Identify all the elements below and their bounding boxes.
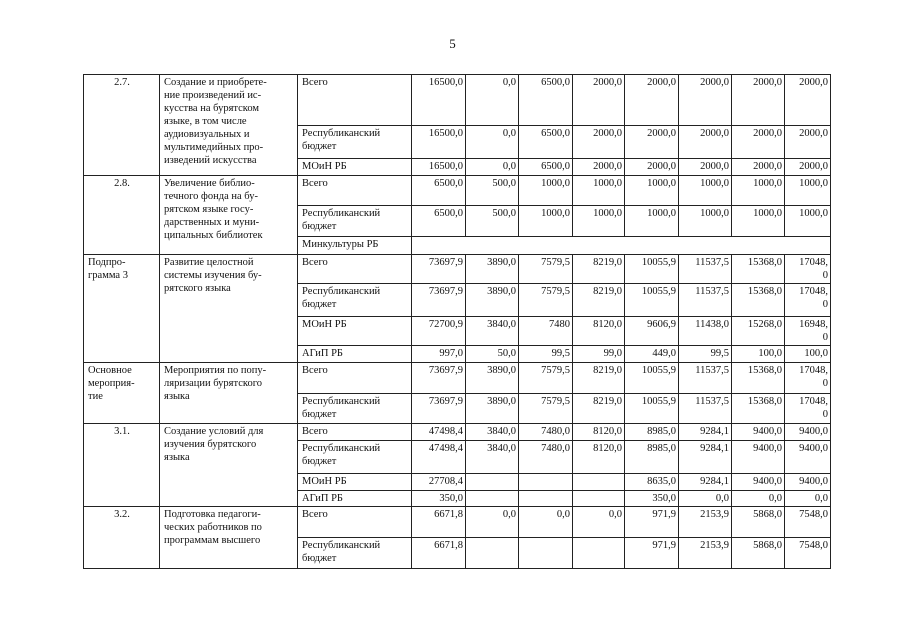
value-cell: 16500,0 [412,75,466,126]
value-cell: 11537,5 [679,284,732,317]
value-cell: 11438,0 [679,317,732,346]
value-cell: 8985,0 [625,441,679,474]
value-cell: 9400,0 [732,441,785,474]
value-cell: 350,0 [625,491,679,507]
value-cell: 1000,0 [679,176,732,206]
value-cell: 11537,5 [679,255,732,284]
value-cell: 9400,0 [785,474,831,491]
item-name-cell: Увеличение библио- течного фонда на бу- рятском языке госу- дарственных и муни- ципальных библиотек [160,176,298,255]
value-cell: 0,0 [679,491,732,507]
value-cell: 2153,9 [679,507,732,538]
funding-source-cell: Всего [298,255,412,284]
funding-source-cell: Республиканский бюджет [298,441,412,474]
value-cell: 6500,0 [412,176,466,206]
value-cell: 9284,1 [679,424,732,441]
value-cell [466,491,519,507]
value-cell: 1000,0 [625,206,679,237]
value-cell: 11537,5 [679,394,732,424]
value-cell: 9400,0 [732,474,785,491]
value-cell: 2000,0 [785,75,831,126]
value-cell: 7579,5 [519,363,573,394]
value-cell: 17048, 0 [785,255,831,284]
value-cell: 971,9 [625,538,679,569]
value-cell: 3840,0 [466,424,519,441]
budget-table [83,74,831,569]
table-row [84,363,831,394]
table-row [84,424,831,441]
value-cell: 7480 [519,317,573,346]
item-name-cell: Создание и приобрете- ние произведений ис- кусства на бурятском языке, в том числе аудиовизуальных и мультимедийных про- изведений искусства [160,75,298,176]
value-cell: 2000,0 [732,126,785,159]
page-number: 5 [449,36,456,51]
value-cell: 7548,0 [785,507,831,538]
value-cell: 99,5 [519,346,573,363]
value-cell: 10055,9 [625,255,679,284]
item-name-cell: Создание условий для изучения бурятского языка [160,424,298,507]
value-cell [519,474,573,491]
value-cell: 72700,9 [412,317,466,346]
funding-source-cell: АГиП РБ [298,491,412,507]
value-cell: 8219,0 [573,363,625,394]
value-cell: 50,0 [466,346,519,363]
table-row [84,507,831,538]
value-cell: 3890,0 [466,394,519,424]
value-cell: 11537,5 [679,363,732,394]
value-cell: 2000,0 [573,75,625,126]
value-cell: 3840,0 [466,441,519,474]
table-row [84,176,831,206]
value-cell: 500,0 [466,206,519,237]
value-cell: 8120,0 [573,441,625,474]
item-code-cell: Основное мероприя- тие [84,363,160,424]
value-cell: 7579,5 [519,284,573,317]
value-cell: 7579,5 [519,255,573,284]
value-cell: 350,0 [412,491,466,507]
value-cell [573,491,625,507]
value-cell: 17048, 0 [785,363,831,394]
value-cell: 1000,0 [573,176,625,206]
value-cell: 0,0 [466,507,519,538]
value-cell: 6500,0 [519,126,573,159]
value-cell: 2000,0 [573,126,625,159]
value-cell [466,538,519,569]
value-cell: 15368,0 [732,284,785,317]
value-cell: 1000,0 [785,176,831,206]
value-cell: 0,0 [785,491,831,507]
funding-source-cell: Республиканский бюджет [298,394,412,424]
value-cell: 8219,0 [573,394,625,424]
value-cell: 7548,0 [785,538,831,569]
value-cell: 47498,4 [412,424,466,441]
value-cell: 9284,1 [679,474,732,491]
value-cell: 2000,0 [573,159,625,176]
value-cell: 1000,0 [573,206,625,237]
item-name-cell: Подготовка педагоги- ческих работников по программам высшего [160,507,298,569]
value-cell: 6671,8 [412,507,466,538]
value-cell: 2000,0 [679,75,732,126]
value-cell: 73697,9 [412,284,466,317]
value-cell [573,538,625,569]
item-code-cell: Подпро- грамма 3 [84,255,160,363]
value-cell: 8219,0 [573,255,625,284]
value-cell: 1000,0 [732,206,785,237]
value-cell [573,474,625,491]
value-cell: 9284,1 [679,441,732,474]
value-cell: 0,0 [573,507,625,538]
value-cell: 0,0 [466,159,519,176]
value-cell: 1000,0 [732,176,785,206]
value-cell: 0,0 [519,507,573,538]
item-name-cell: Развитие целостной системы изучения бу- рятского языка [160,255,298,363]
value-cell: 3890,0 [466,255,519,284]
value-cell: 971,9 [625,507,679,538]
funding-source-cell: Всего [298,363,412,394]
value-cell: 3890,0 [466,363,519,394]
value-cell: 5868,0 [732,507,785,538]
value-cell: 0,0 [466,75,519,126]
value-cell: 47498,4 [412,441,466,474]
value-cell: 1000,0 [679,206,732,237]
value-cell: 16500,0 [412,126,466,159]
value-cell: 1000,0 [625,176,679,206]
value-cell: 8120,0 [573,424,625,441]
value-cell: 8120,0 [573,317,625,346]
value-cell: 27708,4 [412,474,466,491]
value-cell: 99,0 [573,346,625,363]
value-cell: 7480,0 [519,441,573,474]
funding-source-cell: Всего [298,176,412,206]
funding-source-cell: Всего [298,424,412,441]
value-cell [466,474,519,491]
value-cell: 16500,0 [412,159,466,176]
funding-source-cell: АГиП РБ [298,346,412,363]
item-name-cell: Мероприятия по попу- ляризации бурятского языка [160,363,298,424]
value-cell: 17048, 0 [785,394,831,424]
value-cell: 17048, 0 [785,284,831,317]
value-cell: 9400,0 [785,441,831,474]
funding-source-cell: Республиканский бюджет [298,538,412,569]
value-cell: 100,0 [785,346,831,363]
value-cell: 2000,0 [732,75,785,126]
value-cell: 6500,0 [519,75,573,126]
value-cell: 0,0 [732,491,785,507]
value-cell: 73697,9 [412,394,466,424]
value-cell: 10055,9 [625,394,679,424]
value-cell: 8219,0 [573,284,625,317]
value-cell: 1000,0 [785,206,831,237]
item-code-cell: 2.7. [84,75,160,176]
value-cell: 9606,9 [625,317,679,346]
value-cell: 6500,0 [519,159,573,176]
value-cell: 16948, 0 [785,317,831,346]
item-code-cell: 2.8. [84,176,160,255]
value-cell: 6671,8 [412,538,466,569]
value-cell: 10055,9 [625,363,679,394]
value-cell: 1000,0 [519,176,573,206]
value-cell: 10055,9 [625,284,679,317]
value-cell: 3890,0 [466,284,519,317]
funding-source-cell: Всего [298,507,412,538]
value-cell: 500,0 [466,176,519,206]
value-cell: 2000,0 [679,159,732,176]
value-cell: 2000,0 [679,126,732,159]
value-cell: 7579,5 [519,394,573,424]
value-cell: 449,0 [625,346,679,363]
funding-source-cell: МОиН РБ [298,159,412,176]
value-cell: 73697,9 [412,363,466,394]
funding-source-cell: МОиН РБ [298,317,412,346]
value-cell: 99,5 [679,346,732,363]
value-cell: 2000,0 [625,159,679,176]
value-cell: 1000,0 [519,206,573,237]
value-cell: 2153,9 [679,538,732,569]
value-cell [519,491,573,507]
value-cell: 7480,0 [519,424,573,441]
value-cell [519,538,573,569]
value-cell: 9400,0 [785,424,831,441]
value-cell: 9400,0 [732,424,785,441]
value-cell: 3840,0 [466,317,519,346]
value-cell: 15368,0 [732,255,785,284]
value-cell: 15368,0 [732,394,785,424]
table-row [84,75,831,126]
funding-source-cell: Республиканский бюджет [298,206,412,237]
value-cell: 5868,0 [732,538,785,569]
value-cell: 6500,0 [412,206,466,237]
item-code-cell: 3.2. [84,507,160,569]
value-cell: 0,0 [466,126,519,159]
value-cell-empty [412,237,831,255]
value-cell: 2000,0 [625,126,679,159]
value-cell: 15268,0 [732,317,785,346]
funding-source-cell: Республиканский бюджет [298,284,412,317]
value-cell: 8635,0 [625,474,679,491]
value-cell: 2000,0 [785,126,831,159]
funding-source-cell: Республиканский бюджет [298,126,412,159]
funding-source-cell: МОиН РБ [298,474,412,491]
value-cell: 73697,9 [412,255,466,284]
item-code-cell: 3.1. [84,424,160,507]
value-cell: 2000,0 [625,75,679,126]
value-cell: 2000,0 [732,159,785,176]
value-cell: 8985,0 [625,424,679,441]
funding-source-cell: Минкультуры РБ [298,237,412,255]
value-cell: 2000,0 [785,159,831,176]
value-cell: 100,0 [732,346,785,363]
value-cell: 15368,0 [732,363,785,394]
funding-source-cell: Всего [298,75,412,126]
table-row [84,255,831,284]
value-cell: 997,0 [412,346,466,363]
